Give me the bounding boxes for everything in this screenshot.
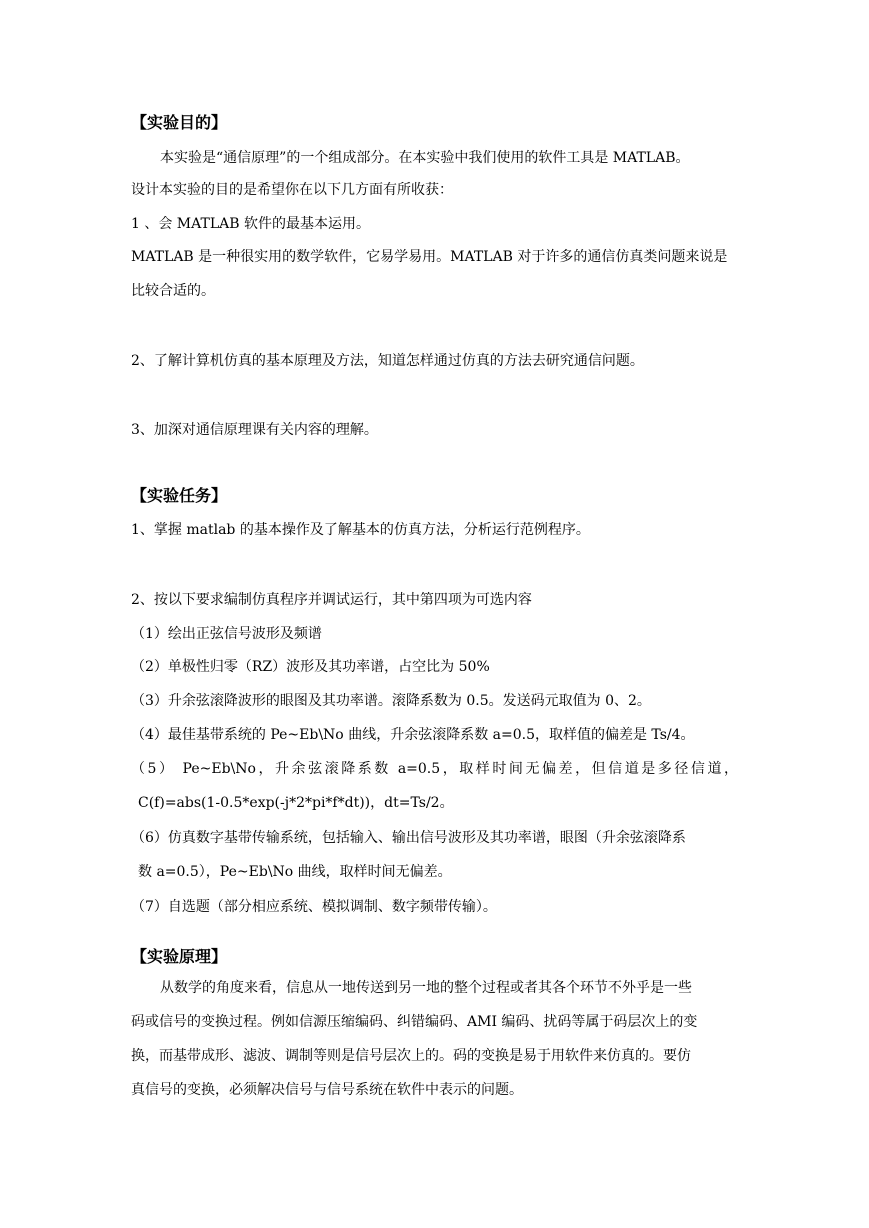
section-heading-principle: 【实验原理】 (131, 947, 228, 966)
task-item2: 2、按以下要求编制仿真程序并调试运行，其中第四项为可选内容 (131, 592, 532, 608)
task-sub2: （2）单极性归零（RZ）波形及其功率谱，占空比为 50% (131, 659, 490, 675)
task-sub5-line1: （5） Pe~Eb\No，升余弦滚降系数 a=0.5，取样时间无偏差，但信道是多径信道， (131, 761, 738, 777)
task-sub3: （3）升余弦滚降波形的眼图及其功率谱。滚降系数为 0.5。发送码元取值为 0、2。 (131, 693, 651, 709)
task-item1: 1、掌握 matlab 的基本操作及了解基本的仿真方法，分析运行范例程序。 (131, 522, 590, 538)
principle-line2: 码或信号的变换过程。例如信源压缩编码、纠错编码、AMI 编码、扰码等属于码层次上的变 (131, 1014, 698, 1030)
task-sub1: （1）绘出正弦信号波形及频谱 (131, 626, 322, 642)
principle-line1: 从数学的角度来看，信息从一地传送到另一地的整个过程或者其各个环节不外乎是一些 (160, 980, 692, 996)
principle-line4: 真信号的变换，必须解决信号与信号系统在软件中表示的问题。 (131, 1082, 523, 1098)
purpose-item3: 3、加深对通信原理课有关内容的理解。 (131, 422, 378, 438)
task-sub6-line1: （6）仿真数字基带传输系统，包括输入、输出信号波形及其功率谱，眼图（升余弦滚降系 (131, 830, 686, 846)
purpose-item1: 1 、会 MATLAB 软件的最基本运用。 (131, 216, 370, 232)
purpose-item1-desc-line2: 比较合适的。 (131, 283, 215, 299)
section-heading-purpose: 【实验目的】 (131, 113, 228, 132)
section-heading-task: 【实验任务】 (131, 486, 228, 505)
purpose-intro-line2: 设计本实验的目的是希望你在以下几方面有所收获： (131, 182, 453, 198)
purpose-item2: 2、了解计算机仿真的基本原理及方法，知道怎样通过仿真的方法去研究通信问题。 (131, 353, 644, 369)
task-sub7: （7）自选题（部分相应系统、模拟调制、数字频带传输）。 (131, 899, 497, 915)
task-sub6-line2: 数 a=0.5），Pe~Eb\No 曲线，取样时间无偏差。 (138, 864, 452, 880)
principle-line3: 换，而基带成形、滤波、调制等则是信号层次上的。码的变换是易于用软件来仿真的。要仿 (131, 1048, 691, 1064)
purpose-item1-desc-line1: MATLAB 是一种很实用的数学软件，它易学易用。MATLAB 对于许多的通信仿真类问题来说是 (131, 249, 728, 265)
task-sub5-line2: C(f)=abs(1-0.5*exp(-j*2*pi*f*dt))，dt=Ts/2。 (138, 795, 454, 811)
task-sub4: （4）最佳基带系统的 Pe~Eb\No 曲线，升余弦滚降系数 a=0.5，取样值的偏差是 Ts/4。 (131, 727, 695, 743)
purpose-intro-line1: 本实验是“通信原理”的一个组成部分。在本实验中我们使用的软件工具是 MATLAB。 (160, 150, 690, 166)
